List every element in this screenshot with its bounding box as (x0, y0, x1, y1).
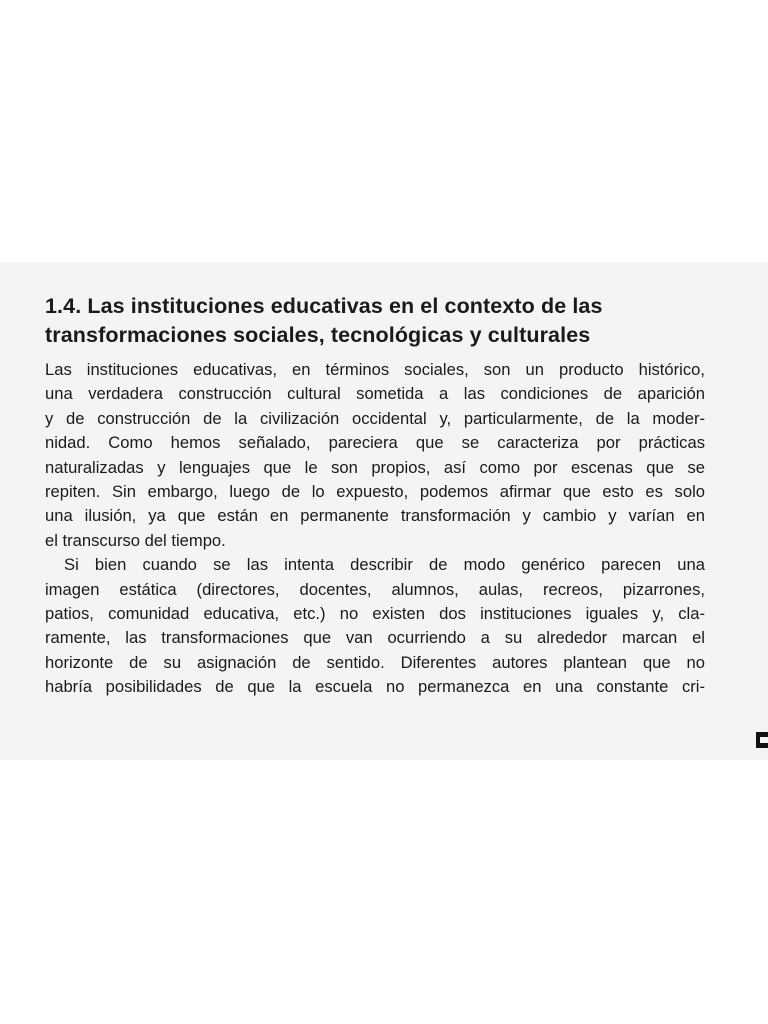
text-line: patios, comunidad educativa, etc.) no existen dos instituciones iguales y, cla- (45, 604, 705, 624)
text-line: naturalizadas y lenguajes que le son propios, así como por escenas que se (45, 457, 705, 477)
text-line: Si bien cuando se las intenta describir de modo genérico parecen una (64, 555, 705, 575)
text-line: el transcurso del tiempo. (45, 530, 226, 550)
body-paragraph-2 (45, 553, 705, 699)
text-line: horizonte de su asignación de sentido. Diferentes autores plantean que no (45, 652, 705, 672)
page-edge-marker-icon (756, 732, 768, 748)
document-page (45, 292, 705, 700)
text-line: y de construcción de la civilización occidental y, particularmente, de la moder- (45, 408, 705, 428)
section-heading (45, 292, 705, 350)
text-line: imagen estática (directores, docentes, alumnos, aulas, recreos, pizarrones, (45, 579, 705, 599)
text-line: nidad. Como hemos señalado, pareciera que se caracteriza por prácticas (45, 433, 705, 453)
text-line: repiten. Sin embargo, luego de lo expuesto, podemos afirmar que esto es solo (45, 482, 705, 502)
heading-line: 1.4. Las instituciones educativas en el contexto de las (45, 294, 603, 318)
text-line: una verdadera construcción cultural sometida a las condiciones de aparición (45, 384, 705, 404)
text-line: una ilusión, ya que están en permanente transformación y cambio y varían en (45, 506, 705, 526)
text-line: Las instituciones educativas, en términos sociales, son un producto histórico, (45, 360, 705, 379)
text-line: habría posibilidades de que la escuela no permanezca en una constante cri- (45, 677, 705, 697)
body-paragraph-1 (45, 358, 705, 553)
text-line: ramente, las transformaciones que van ocurriendo a su alrededor marcan el (45, 628, 705, 648)
heading-line: transformaciones sociales, tecnológicas y culturales (45, 323, 591, 347)
